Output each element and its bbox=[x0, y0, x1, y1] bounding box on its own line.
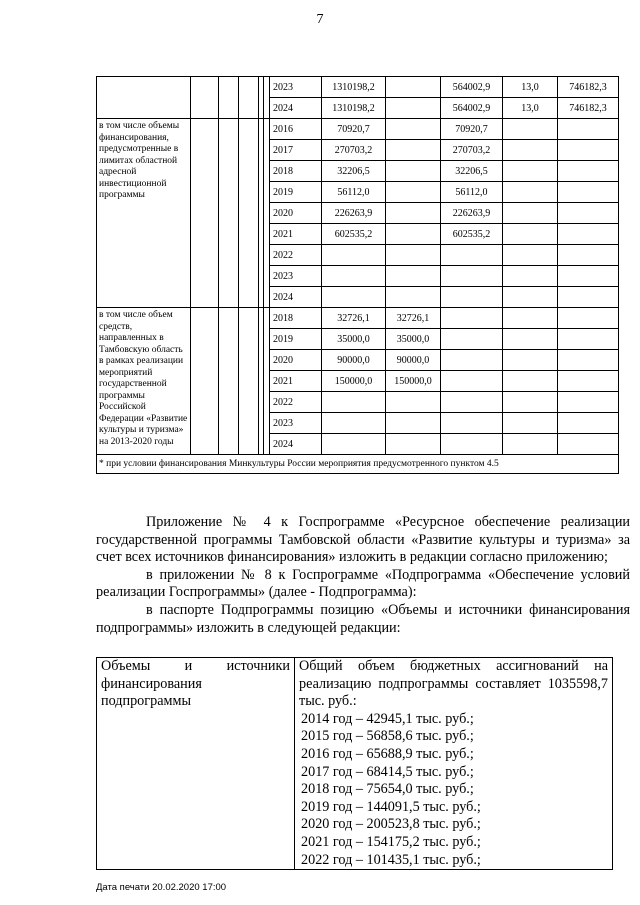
regional-cell: 564002,9 bbox=[441, 98, 503, 119]
passport-label-cell: Объемы и источники финансирования подпрограммы bbox=[97, 658, 295, 870]
passport-year-line: 2022 год – 101435,1 тыс. руб.; bbox=[301, 851, 481, 868]
extrabudget-cell bbox=[558, 329, 619, 350]
regional-cell bbox=[441, 329, 503, 350]
empty-cell bbox=[191, 119, 219, 308]
regional-cell: 602535,2 bbox=[441, 224, 503, 245]
federal-cell bbox=[386, 77, 441, 98]
regional-cell: 56112,0 bbox=[441, 182, 503, 203]
federal-cell bbox=[386, 434, 441, 455]
financing-table bbox=[96, 76, 619, 474]
regional-cell: 32206,5 bbox=[441, 161, 503, 182]
total-cell bbox=[322, 266, 386, 287]
extrabudget-cell bbox=[558, 119, 619, 140]
regional-cell bbox=[441, 434, 503, 455]
extrabudget-cell bbox=[558, 350, 619, 371]
passport-year-line: 2020 год – 200523,8 тыс. руб.; bbox=[301, 816, 481, 833]
total-cell: 32206,5 bbox=[322, 161, 386, 182]
passport-value-cell bbox=[295, 658, 613, 870]
local-cell bbox=[503, 203, 558, 224]
extrabudget-cell bbox=[558, 224, 619, 245]
regional-cell: 270703,2 bbox=[441, 140, 503, 161]
regional-cell bbox=[441, 413, 503, 434]
row-group-label bbox=[97, 77, 191, 119]
year-cell: 2019 bbox=[270, 329, 322, 350]
regional-cell: 70920,7 bbox=[441, 119, 503, 140]
total-cell: 602535,2 bbox=[322, 224, 386, 245]
total-cell: 1310198,2 bbox=[322, 77, 386, 98]
extrabudget-cell bbox=[558, 182, 619, 203]
extrabudget-cell bbox=[558, 140, 619, 161]
total-cell: 70920,7 bbox=[322, 119, 386, 140]
empty-cell bbox=[239, 119, 259, 308]
federal-cell: 35000,0 bbox=[386, 329, 441, 350]
print-date: Дата печати 20.02.2020 17:00 bbox=[96, 882, 227, 893]
year-cell: 2019 bbox=[270, 182, 322, 203]
regional-cell bbox=[441, 308, 503, 329]
passport-year-line: 2017 год – 68414,5 тыс. руб.; bbox=[301, 763, 474, 780]
federal-cell bbox=[386, 224, 441, 245]
local-cell: 13,0 bbox=[503, 98, 558, 119]
local-cell bbox=[503, 308, 558, 329]
extrabudget-cell bbox=[558, 245, 619, 266]
local-cell bbox=[503, 140, 558, 161]
regional-cell bbox=[441, 392, 503, 413]
total-cell bbox=[322, 413, 386, 434]
federal-cell bbox=[386, 203, 441, 224]
federal-cell bbox=[386, 161, 441, 182]
local-cell bbox=[503, 329, 558, 350]
row-group-label: в том числе объем средств, направленных в Тамбовскую область в рамках реализации мероприятий государственной программы Российской Федерации «Развитие культуры и туризма» на 2013-2020 годы bbox=[97, 308, 191, 455]
total-cell: 1310198,2 bbox=[322, 98, 386, 119]
regional-cell: 226263,9 bbox=[441, 203, 503, 224]
year-cell: 2020 bbox=[270, 350, 322, 371]
year-cell: 2022 bbox=[270, 392, 322, 413]
federal-cell bbox=[386, 245, 441, 266]
local-cell: 13,0 bbox=[503, 77, 558, 98]
federal-cell bbox=[386, 413, 441, 434]
regional-cell: 564002,9 bbox=[441, 77, 503, 98]
regional-cell bbox=[441, 371, 503, 392]
extrabudget-cell bbox=[558, 161, 619, 182]
year-cell: 2024 bbox=[270, 434, 322, 455]
extrabudget-cell bbox=[558, 308, 619, 329]
empty-cell bbox=[239, 77, 259, 119]
extrabudget-cell bbox=[558, 413, 619, 434]
federal-cell bbox=[386, 140, 441, 161]
extrabudget-cell bbox=[558, 392, 619, 413]
total-cell: 90000,0 bbox=[322, 350, 386, 371]
regional-cell bbox=[441, 350, 503, 371]
table-row bbox=[97, 455, 619, 474]
year-cell: 2023 bbox=[270, 266, 322, 287]
year-cell: 2018 bbox=[270, 308, 322, 329]
total-cell: 150000,0 bbox=[322, 371, 386, 392]
federal-cell bbox=[386, 119, 441, 140]
empty-cell bbox=[219, 119, 239, 308]
paragraph-appendix-8: в приложении № 8 к Госпрограмме «Подпрограмма «Обеспечение условий реализации Госпрограммы» (далее - Подпрограмма): bbox=[96, 566, 630, 601]
total-cell: 270703,2 bbox=[322, 140, 386, 161]
local-cell bbox=[503, 119, 558, 140]
regional-cell bbox=[441, 245, 503, 266]
paragraph-appendix-4: Приложение № 4 к Госпрограмме «Ресурсное обеспечение реализации государственной программы Тамбовской области «Развитие культуры и туризма» за счет всех источников финансирования» изложить в редакции согласно приложению; bbox=[96, 514, 630, 566]
year-cell: 2018 bbox=[270, 161, 322, 182]
federal-cell bbox=[386, 392, 441, 413]
year-cell: 2024 bbox=[270, 287, 322, 308]
extrabudget-cell bbox=[558, 434, 619, 455]
passport-year-line: 2021 год – 154175,2 тыс. руб.; bbox=[301, 833, 481, 850]
empty-cell bbox=[219, 77, 239, 119]
year-cell: 2023 bbox=[270, 77, 322, 98]
extrabudget-cell: 746182,3 bbox=[558, 98, 619, 119]
table-footnote: * при условии финансирования Минкультуры России мероприятия предусмотренного пунктом 4.5 bbox=[97, 455, 619, 474]
extrabudget-cell bbox=[558, 266, 619, 287]
page-number: 7 bbox=[316, 12, 324, 27]
year-cell: 2021 bbox=[270, 371, 322, 392]
table-row bbox=[97, 308, 619, 329]
empty-cell bbox=[239, 308, 259, 455]
total-cell bbox=[322, 392, 386, 413]
federal-cell bbox=[386, 182, 441, 203]
total-cell bbox=[322, 245, 386, 266]
body-text bbox=[96, 514, 630, 637]
total-cell: 32726,1 bbox=[322, 308, 386, 329]
federal-cell bbox=[386, 287, 441, 308]
local-cell bbox=[503, 392, 558, 413]
year-cell: 2020 bbox=[270, 203, 322, 224]
regional-cell bbox=[441, 287, 503, 308]
table-row bbox=[97, 119, 619, 140]
year-cell: 2017 bbox=[270, 140, 322, 161]
local-cell bbox=[503, 161, 558, 182]
federal-cell: 90000,0 bbox=[386, 350, 441, 371]
total-cell: 226263,9 bbox=[322, 203, 386, 224]
local-cell bbox=[503, 266, 558, 287]
extrabudget-cell bbox=[558, 203, 619, 224]
year-cell: 2022 bbox=[270, 245, 322, 266]
passport-intro: Общий объем бюджетных ассигнований на реализацию подпрограммы составляет 1035598,7 тыс. руб.: bbox=[299, 658, 608, 710]
passport-year-line: 2016 год – 65688,9 тыс. руб.; bbox=[301, 745, 474, 762]
local-cell bbox=[503, 371, 558, 392]
year-cell: 2023 bbox=[270, 413, 322, 434]
year-cell: 2016 bbox=[270, 119, 322, 140]
local-cell bbox=[503, 350, 558, 371]
federal-cell: 32726,1 bbox=[386, 308, 441, 329]
total-cell: 35000,0 bbox=[322, 329, 386, 350]
local-cell bbox=[503, 413, 558, 434]
passport-year-line: 2014 год – 42945,1 тыс. руб.; bbox=[301, 710, 474, 727]
passport-table bbox=[96, 657, 613, 870]
regional-cell bbox=[441, 266, 503, 287]
local-cell bbox=[503, 245, 558, 266]
year-cell: 2021 bbox=[270, 224, 322, 245]
extrabudget-cell bbox=[558, 287, 619, 308]
federal-cell bbox=[386, 266, 441, 287]
passport-year-line: 2018 год – 75654,0 тыс. руб.; bbox=[301, 781, 474, 798]
table-row bbox=[97, 77, 619, 98]
extrabudget-cell: 746182,3 bbox=[558, 77, 619, 98]
empty-cell bbox=[191, 77, 219, 119]
paragraph-passport: в паспорте Подпрограммы позицию «Объемы и источники финансирования подпрограммы» изложить в следующей редакции: bbox=[96, 601, 630, 636]
total-cell bbox=[322, 287, 386, 308]
local-cell bbox=[503, 434, 558, 455]
total-cell bbox=[322, 434, 386, 455]
extrabudget-cell bbox=[558, 371, 619, 392]
federal-cell bbox=[386, 98, 441, 119]
empty-cell bbox=[219, 308, 239, 455]
passport-year-line: 2019 год – 144091,5 тыс. руб.; bbox=[301, 798, 481, 815]
empty-cell bbox=[191, 308, 219, 455]
total-cell: 56112,0 bbox=[322, 182, 386, 203]
local-cell bbox=[503, 224, 558, 245]
row-group-label: в том числе объемы финансирования, предусмотренные в лимитах областной адресной инвестиционной программы bbox=[97, 119, 191, 308]
local-cell bbox=[503, 182, 558, 203]
federal-cell: 150000,0 bbox=[386, 371, 441, 392]
local-cell bbox=[503, 287, 558, 308]
passport-year-line: 2015 год – 56858,6 тыс. руб.; bbox=[301, 728, 474, 745]
year-cell: 2024 bbox=[270, 98, 322, 119]
